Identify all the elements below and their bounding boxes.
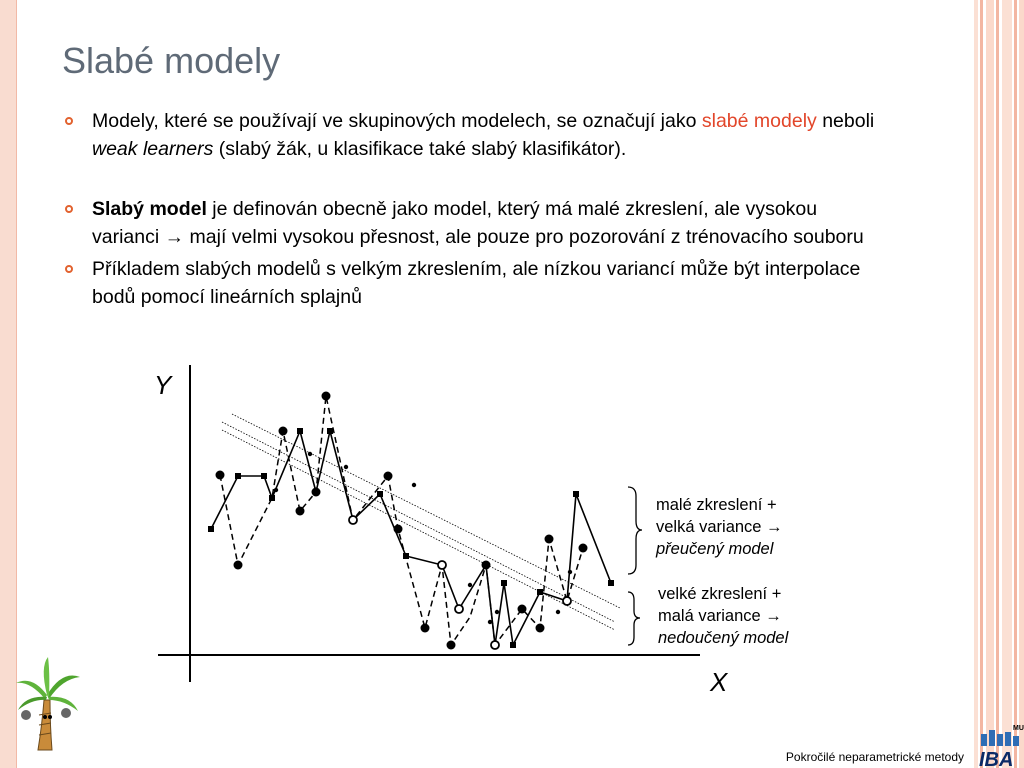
bullet-3-text: Příkladem slabých modelů s velkým zkreslením, ale nízkou variancí může být interpolace bodů pomocí lineárních splajnů <box>92 258 861 308</box>
footer-text: Pokročilé neparametrické metody <box>785 750 964 764</box>
bullet-1-italic: weak learners <box>92 137 214 160</box>
annotation-overfit-line1: malé zkreslení + <box>656 496 777 514</box>
annotation-overfit <box>656 494 783 560</box>
fit-line-1 <box>222 422 615 622</box>
fit-line-2 <box>222 430 615 630</box>
bullet-1-highlight: slabé modely <box>701 110 817 132</box>
bullet-2-bold: Slabý model <box>92 198 207 220</box>
annotation-underfit-line1: velké zkreslení + <box>658 585 782 603</box>
annotation-underfit-line3: nedoučený model <box>658 629 789 647</box>
round-points <box>216 392 588 650</box>
overfit-path <box>220 396 583 645</box>
iba-logo-icon <box>977 722 1024 768</box>
annotation-overfit-line3: přeučený model <box>656 540 774 558</box>
logo-mu-text: MU <box>1013 725 1024 732</box>
fit-line-3 <box>232 414 620 608</box>
y-axis-label: Y <box>154 370 172 400</box>
bullet-1-text-c: (slabý žák, u klasifikace také slabý klasifikátor). <box>213 137 627 160</box>
bullet-2-text: je definován obecně jako model, který má malé zkreslení, ale vysokou varianci → mají velmi vysokou přesnost, ale pouze pro pozorování z trénovacího souboru <box>92 198 864 248</box>
bullet-1-text-a: Modely, které se používají ve skupinových modelech, se označují jako <box>92 110 702 132</box>
slide-title: Slabé modely <box>62 40 281 81</box>
brace-bottom-icon <box>628 592 640 645</box>
annotation-overfit-line2: velká variance → <box>656 518 783 536</box>
annotation-underfit-line2: malá variance → <box>658 607 782 625</box>
x-axis-label: X <box>710 667 728 697</box>
palm-tree-mascot-icon <box>12 655 84 755</box>
logo-iba-text: IBA <box>979 749 1014 768</box>
annotation-underfit <box>658 583 788 649</box>
brace-top-icon <box>628 487 642 574</box>
bullet-1-text-b: neboli <box>816 110 875 132</box>
